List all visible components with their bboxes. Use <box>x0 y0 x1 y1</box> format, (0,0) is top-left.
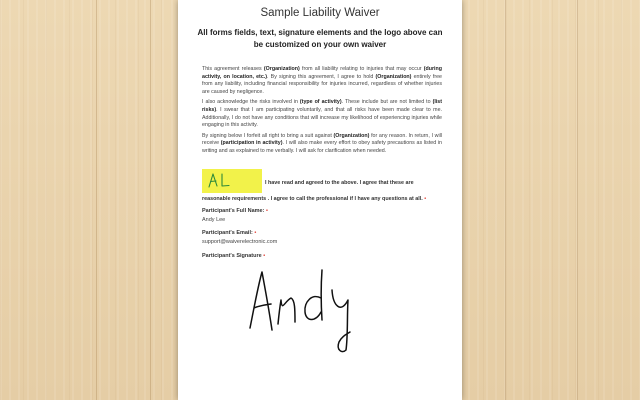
signature-field[interactable] <box>238 262 388 367</box>
required-marker: • <box>265 208 268 214</box>
initials-field[interactable] <box>202 169 262 193</box>
agreement-line-1: I have read and agreed to the above. I agree that these are <box>265 180 414 186</box>
wood-plank-seam <box>150 0 151 400</box>
required-marker: • <box>424 196 427 202</box>
customization-headline: All forms fields, text, signature elements and the logo above can be customized on your own waiver <box>197 28 443 49</box>
wood-plank-seam <box>96 0 97 400</box>
full-name-label: Participant's Full Name: • <box>202 208 268 214</box>
full-name-value[interactable]: Andy Lee <box>202 217 226 223</box>
document-title: Sample Liability Waiver <box>260 7 380 19</box>
agreement-line-2: reasonable requirements . I agree to call the professional if I have any questions at all. • <box>202 196 427 202</box>
wood-plank-seam <box>505 0 506 400</box>
required-marker: • <box>254 230 257 236</box>
handwritten-initials <box>202 169 262 193</box>
handwritten-signature <box>238 262 388 362</box>
required-marker: • <box>263 253 266 259</box>
waiver-paragraph: I also acknowledge the risks involved in (type of activity). These include but are not limited to (list risks). I swear that I am participating voluntarily, and that all risks have been made clear to me. Additionally, I do not have any conditions that will increase my likelihood of experiencing injuries while engaging in this activity. <box>202 99 442 129</box>
waiver-document <box>178 0 462 400</box>
signature-label: Participant's Signature • <box>202 253 266 259</box>
waiver-paragraph: This agreement releases (Organization) from all liability relating to injuries that may occur (during activity, on location, etc.). By signing this agreement, I agree to hold (Organization) entirely free from any liability, including financial responsibility for injuries incurred, regardless of whether injuries are caused by negligence. <box>202 66 442 95</box>
waiver-paragraph: By signing below I forfeit all right to bring a suit against (Organization) for any reason. In return, I will receive (participation in activity). I will also make every effort to obey safety precautions as listed in writing and as explained to me verbally. I will ask for clarification when needed. <box>202 132 443 154</box>
email-value[interactable]: support@waiverelectronic.com <box>202 239 278 245</box>
email-label: Participant's Email: • <box>202 230 257 236</box>
waiver-body <box>202 66 442 159</box>
wood-plank-seam <box>577 0 578 400</box>
